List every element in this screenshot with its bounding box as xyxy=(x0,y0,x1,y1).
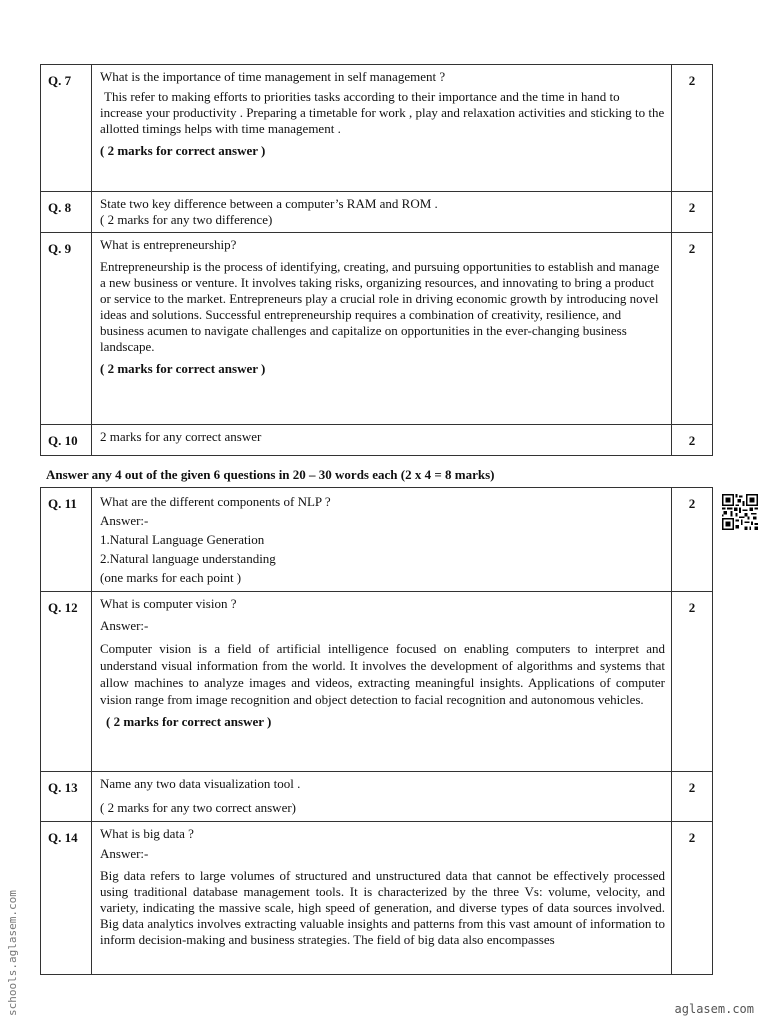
questions-table-top xyxy=(40,64,713,456)
question-marks: 2 xyxy=(672,592,713,772)
qr-code-icon xyxy=(722,494,758,530)
answer-label: Answer:- xyxy=(100,846,149,861)
question-cell xyxy=(92,822,672,975)
question-cell xyxy=(92,488,672,592)
question-marks: 2 xyxy=(672,488,713,592)
question-marks: 2 xyxy=(672,233,713,425)
marks-note: ( 2 marks for correct answer ) xyxy=(106,714,272,729)
question-row-q11 xyxy=(41,488,713,592)
question-row-q13 xyxy=(41,772,713,822)
question-text: Name any two data visualization tool . xyxy=(100,776,301,791)
question-number: Q. 9 xyxy=(41,233,92,425)
question-cell xyxy=(92,772,672,822)
question-marks: 2 xyxy=(672,772,713,822)
question-text: State two key difference between a computer’s RAM and ROM . xyxy=(100,196,438,211)
question-text: What are the different components of NLP ? xyxy=(100,494,331,509)
question-number: Q. 10 xyxy=(41,425,92,456)
answer-text: Entrepreneurship is the process of identifying, creating, and pursuing opportunities to establish and manage a new business or venture. It involves taking risks, organizing resources, and innovating to bring a product or service to the market. Entrepreneurs play a crucial role in driving economic growth by introducing novel ideas and solutions. Successful entrepreneurship requires a combination of creativity, resilience, and business acumen to navigate challenges and capitalize on opportunities in the ever-changing business landscape. xyxy=(100,259,660,354)
question-text: What is entrepreneurship? xyxy=(100,237,237,252)
marks-note: ( 2 marks for any two correct answer) xyxy=(100,800,297,815)
footer-watermark: aglasem.com xyxy=(674,1002,754,1016)
answer-point: 1.Natural Language Generation xyxy=(100,532,265,547)
answer-point: 2.Natural language understanding xyxy=(100,551,276,566)
answer-text: Computer vision is a field of artificial intelligence focused on enabling computers to interpret and understand visual information from the world. It involves the development of algorithms and systems that allow machines to analyze images and videos, extracting meaningful insights. Applications of computer vision range from image recognition and object detection to facial recognition and autonomous vehicles. xyxy=(100,641,665,707)
question-number: Q. 13 xyxy=(41,772,92,822)
question-row-q12 xyxy=(41,592,713,772)
question-row-q10 xyxy=(41,425,713,456)
marks-note: ( 2 marks for correct answer ) xyxy=(100,143,266,158)
marks-note: ( 2 marks for correct answer ) xyxy=(100,361,266,376)
question-text: 2 marks for any correct answer xyxy=(100,429,262,444)
question-cell xyxy=(92,592,672,772)
question-number: Q. 14 xyxy=(41,822,92,975)
question-number: Q. 11 xyxy=(41,488,92,592)
question-number: Q. 12 xyxy=(41,592,92,772)
section-heading: Answer any 4 out of the given 6 questions in 20 – 30 words each (2 x 4 = 8 marks) xyxy=(46,467,495,482)
question-text: What is computer vision ? xyxy=(100,596,237,611)
answer-label: Answer:- xyxy=(100,513,149,528)
question-marks: 2 xyxy=(672,192,713,233)
marks-note: ( 2 marks for any two difference) xyxy=(100,212,273,227)
question-row-q14 xyxy=(41,822,713,975)
question-cell xyxy=(92,425,672,456)
answer-text: This refer to making efforts to priorities tasks according to their importance and the time in hand to increase your productivity . Preparing a timetable for work , play and relaxation activities and sticking to the allotted timings helps with time management . xyxy=(100,89,665,136)
question-cell xyxy=(92,65,672,192)
question-text: What is the importance of time management in self management ? xyxy=(100,69,446,84)
marks-note: (one marks for each point ) xyxy=(100,570,242,585)
question-marks: 2 xyxy=(672,425,713,456)
answer-label: Answer:- xyxy=(100,618,149,633)
question-row-q7 xyxy=(41,65,713,192)
question-marks: 2 xyxy=(672,822,713,975)
answer-text: Big data refers to large volumes of structured and unstructured data that cannot be effectively processed using traditional database management tools. It is characterized by the three Vs: volume, velocity, and variety, indicating the massive scale, high speed of generation, and diverse types of data sources involved. Big data analytics involves extracting valuable insights and patterns from this vast amount of information to inform decision-making and business strategies. The field of big data also encompasses xyxy=(100,868,665,947)
side-watermark: schools.aglasem.com xyxy=(6,890,19,1016)
question-marks: 2 xyxy=(672,65,713,192)
question-cell xyxy=(92,192,672,233)
question-row-q8 xyxy=(41,192,713,233)
question-row-q9 xyxy=(41,233,713,425)
question-text: What is big data ? xyxy=(100,826,194,841)
questions-table-bottom xyxy=(40,487,713,975)
question-number: Q. 7 xyxy=(41,65,92,192)
question-cell xyxy=(92,233,672,425)
question-number: Q. 8 xyxy=(41,192,92,233)
